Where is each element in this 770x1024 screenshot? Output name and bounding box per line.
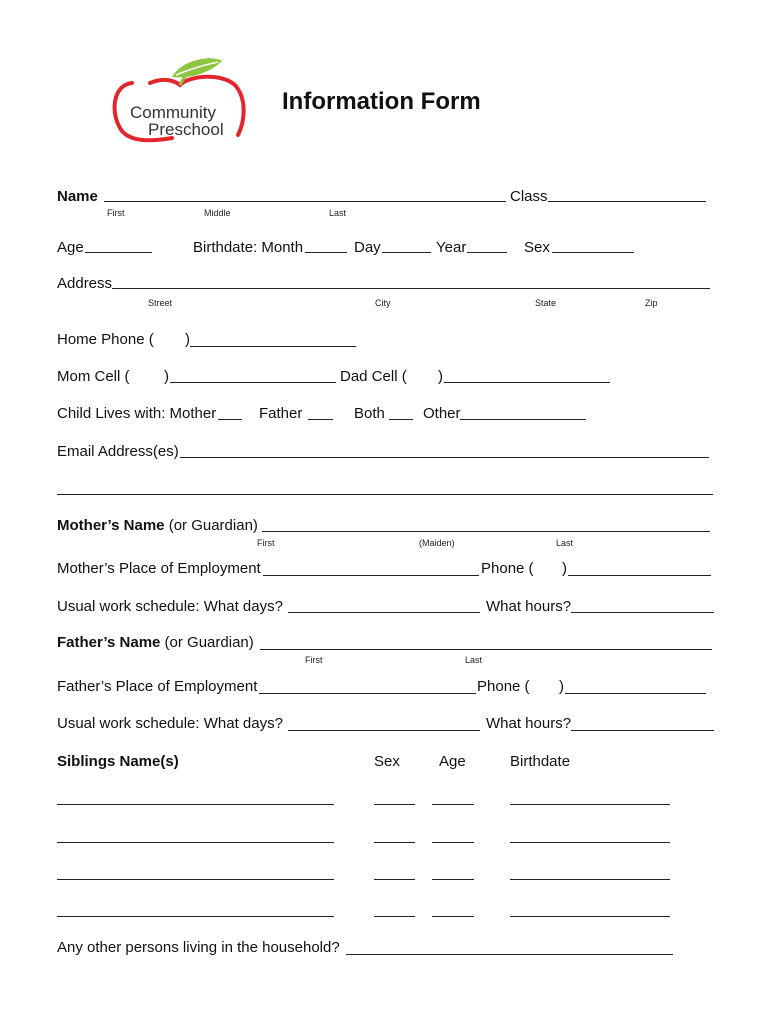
lives-with-father-label: Father [259, 405, 303, 422]
address-sub-city: City [375, 298, 391, 308]
sibling-1-sex-field[interactable] [374, 804, 415, 805]
mother-phone-label: Phone ( [481, 560, 534, 577]
lives-with-both-field[interactable] [389, 419, 413, 420]
mother-employment-label: Mother’s Place of Employment [57, 560, 261, 577]
father-employment-label: Father’s Place of Employment [57, 678, 258, 695]
household-field[interactable] [346, 954, 673, 955]
email-field-line-2[interactable] [57, 494, 713, 495]
address-label: Address [57, 275, 113, 292]
class-label: Class [510, 188, 548, 205]
name-field[interactable] [104, 201, 506, 202]
address-field[interactable] [112, 288, 710, 289]
lives-with-other-field[interactable] [460, 419, 586, 420]
mothers-guardian-text: (or Guardian) [168, 517, 258, 534]
sibling-2-birthdate-field[interactable] [510, 842, 670, 843]
sibling-4-age-field[interactable] [432, 916, 474, 917]
age-label: Age [57, 239, 84, 256]
fathers-name-field[interactable] [260, 649, 712, 650]
mother-employment-field[interactable] [263, 575, 479, 576]
father-sub-first: First [305, 655, 323, 665]
sibling-4-name-field[interactable] [57, 916, 334, 917]
sibling-2-name-field[interactable] [57, 842, 334, 843]
home-phone-label: Home Phone ( [57, 331, 154, 348]
sibling-3-sex-field[interactable] [374, 879, 415, 880]
birth-day-field[interactable] [382, 252, 431, 253]
mother-work-hours-field[interactable] [571, 612, 714, 613]
email-label: Email Address(es) [57, 443, 179, 460]
logo-text-community: Community [130, 103, 216, 122]
father-employment-field[interactable] [259, 693, 476, 694]
birth-month-field[interactable] [305, 252, 347, 253]
logo-text-preschool: Preschool [148, 120, 224, 139]
lives-with-other-label: Other [423, 405, 461, 422]
fathers-guardian-text: (or Guardian) [164, 634, 254, 651]
mother-sub-maiden: (Maiden) [419, 538, 455, 548]
mothers-name-field[interactable] [262, 531, 710, 532]
name-sub-first: First [107, 208, 125, 218]
father-work-hours-label: What hours? [486, 715, 572, 732]
sibling-4-sex-field[interactable] [374, 916, 415, 917]
home-phone-field[interactable] [190, 346, 356, 347]
community-preschool-logo [110, 55, 250, 145]
mom-cell-label: Mom Cell ( [57, 368, 130, 385]
sex-label: Sex [524, 239, 550, 256]
lives-with-father-field[interactable] [308, 419, 333, 420]
dad-cell-close: ) [438, 368, 443, 385]
siblings-birthdate-header: Birthdate [510, 753, 571, 770]
sibling-2-sex-field[interactable] [374, 842, 415, 843]
sibling-3-birthdate-field[interactable] [510, 879, 670, 880]
address-sub-street: Street [148, 298, 173, 308]
mom-cell-close: ) [164, 368, 169, 385]
mother-work-days-label: Usual work schedule: What days? [57, 598, 283, 615]
lives-with-both-label: Both [354, 405, 385, 422]
mothers-name-bold: Mother’s Name [57, 517, 165, 534]
mother-phone-close: ) [562, 560, 567, 577]
name-sub-last: Last [329, 208, 347, 218]
father-work-days-field[interactable] [288, 730, 480, 731]
email-field[interactable] [180, 457, 709, 458]
sex-field[interactable] [552, 252, 634, 253]
mother-sub-last: Last [556, 538, 574, 548]
sibling-4-birthdate-field[interactable] [510, 916, 670, 917]
fathers-name-bold: Father’s Name [57, 634, 161, 651]
father-phone-close: ) [559, 678, 564, 695]
sibling-1-birthdate-field[interactable] [510, 804, 670, 805]
siblings-sex-header: Sex [374, 753, 400, 770]
father-work-days-label: Usual work schedule: What days? [57, 715, 283, 732]
mom-cell-field[interactable] [170, 382, 336, 383]
home-phone-close: ) [185, 331, 190, 348]
sibling-3-age-field[interactable] [432, 879, 474, 880]
day-label: Day [354, 239, 381, 256]
father-phone-field[interactable] [565, 693, 706, 694]
father-sub-last: Last [465, 655, 483, 665]
mother-work-days-field[interactable] [288, 612, 480, 613]
year-label: Year [436, 239, 467, 256]
address-sub-zip: Zip [645, 298, 658, 308]
name-label: Name [57, 188, 98, 205]
sibling-1-name-field[interactable] [57, 804, 334, 805]
form-title: Information Form [282, 88, 481, 115]
sibling-2-age-field[interactable] [432, 842, 474, 843]
mother-work-hours-label: What hours? [486, 598, 572, 615]
sibling-1-age-field[interactable] [432, 804, 474, 805]
lives-with-mother-label: Child Lives with: Mother [57, 405, 217, 422]
siblings-age-header: Age [439, 753, 466, 770]
age-field[interactable] [85, 252, 152, 253]
mother-phone-field[interactable] [568, 575, 711, 576]
siblings-label: Siblings Name(s) [57, 753, 179, 770]
father-phone-label: Phone ( [477, 678, 530, 695]
dad-cell-field[interactable] [444, 382, 610, 383]
class-field[interactable] [548, 201, 706, 202]
address-sub-state: State [535, 298, 557, 308]
birth-year-field[interactable] [467, 252, 507, 253]
name-sub-middle: Middle [204, 208, 231, 218]
dad-cell-label: Dad Cell ( [340, 368, 407, 385]
lives-with-mother-field[interactable] [218, 419, 242, 420]
birthdate-month-label: Birthdate: Month [193, 239, 304, 256]
father-work-hours-field[interactable] [571, 730, 714, 731]
household-label: Any other persons living in the household? [57, 939, 340, 956]
mothers-name-label [57, 517, 258, 534]
fathers-name-label [57, 634, 254, 651]
sibling-3-name-field[interactable] [57, 879, 334, 880]
mother-sub-first: First [257, 538, 275, 548]
